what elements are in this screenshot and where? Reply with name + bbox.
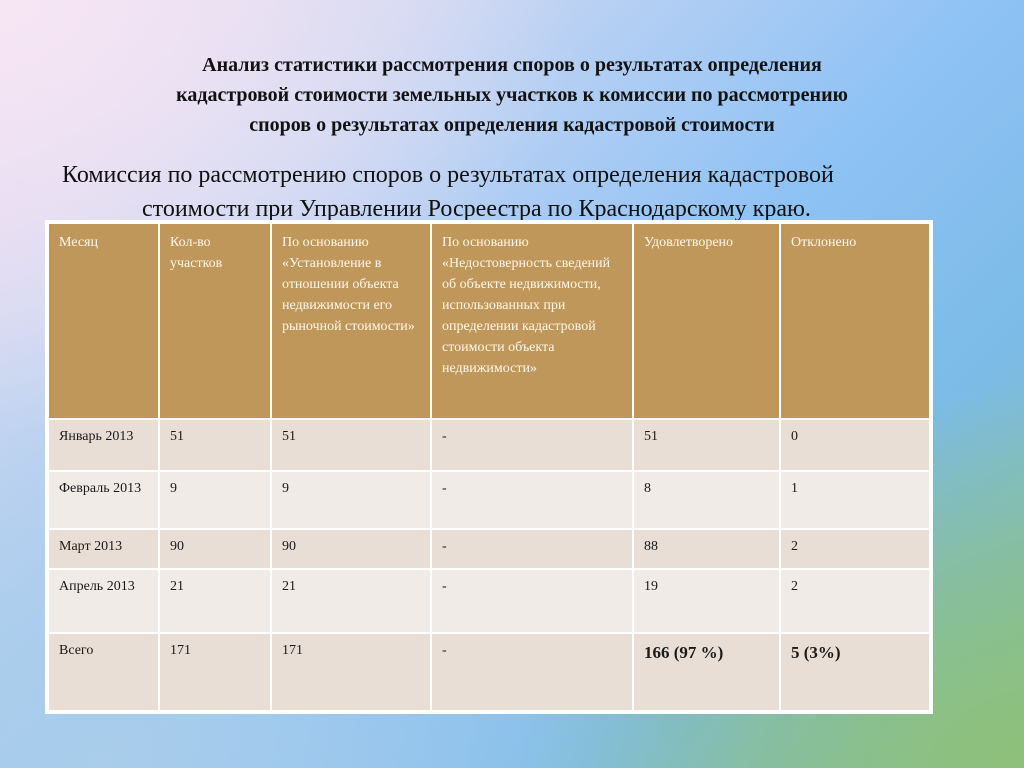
cell-satisfied: 19 xyxy=(633,569,780,633)
header-rejected: Отклонено xyxy=(780,223,930,419)
subtitle-line: Комиссия по рассмотрению споров о результатах определения кадастровой xyxy=(62,162,834,188)
header-market-value-basis: По основанию «Установление в отношении объекта недвижимости его рыночной стоимости» xyxy=(271,223,431,419)
cell-market-value: 9 xyxy=(271,471,431,529)
cell-inaccurate-data: - xyxy=(431,569,633,633)
cell-rejected: 0 xyxy=(780,419,930,471)
cell-satisfied: 51 xyxy=(633,419,780,471)
cell-satisfied: 8 xyxy=(633,471,780,529)
cell-satisfied: 88 xyxy=(633,529,780,569)
cell-month: Январь 2013 xyxy=(48,419,159,471)
cell-count: 90 xyxy=(159,529,271,569)
header-inaccurate-data-basis: По основанию «Недостоверность сведений об объекте недвижимости, использованных при определении кадастровой стоимости объекта недвижимости» xyxy=(431,223,633,419)
cell-inaccurate-data: - xyxy=(431,633,633,711)
cell-inaccurate-data: - xyxy=(431,529,633,569)
cell-market-value: 51 xyxy=(271,419,431,471)
cell-satisfied-total: 166 (97 %) xyxy=(633,633,780,711)
table-header-row xyxy=(48,223,930,419)
cell-count: 21 xyxy=(159,569,271,633)
cell-inaccurate-data: - xyxy=(431,471,633,529)
cell-month: Всего xyxy=(48,633,159,711)
table-row xyxy=(48,419,930,471)
slide-title-line: споров о результатах определения кадастровой стоимости xyxy=(249,114,775,136)
header-month: Месяц xyxy=(48,223,159,419)
table-total-row xyxy=(48,633,930,711)
cell-inaccurate-data: - xyxy=(431,419,633,471)
cell-month: Апрель 2013 xyxy=(48,569,159,633)
subtitle-line: стоимости при Управлении Росреестра по Краснодарскому краю. xyxy=(142,196,811,222)
slide-title-line: кадастровой стоимости земельных участков к комиссии по рассмотрению xyxy=(176,84,848,106)
cell-rejected: 2 xyxy=(780,529,930,569)
cell-rejected: 2 xyxy=(780,569,930,633)
statistics-table xyxy=(47,222,931,712)
table-row xyxy=(48,569,930,633)
slide-title xyxy=(40,50,984,140)
cell-market-value: 171 xyxy=(271,633,431,711)
cell-month: Февраль 2013 xyxy=(48,471,159,529)
cell-count: 51 xyxy=(159,419,271,471)
table-row xyxy=(48,529,930,569)
cell-count: 171 xyxy=(159,633,271,711)
cell-market-value: 90 xyxy=(271,529,431,569)
header-count: Кол-во участков xyxy=(159,223,271,419)
cell-market-value: 21 xyxy=(271,569,431,633)
cell-rejected-total: 5 (3%) xyxy=(780,633,930,711)
header-satisfied: Удовлетворено xyxy=(633,223,780,419)
slide-title-line: Анализ статистики рассмотрения споров о результатах определения xyxy=(202,54,822,76)
slide-subtitle xyxy=(62,158,992,226)
cell-count: 9 xyxy=(159,471,271,529)
cell-rejected: 1 xyxy=(780,471,930,529)
table-row xyxy=(48,471,930,529)
cell-month: Март 2013 xyxy=(48,529,159,569)
